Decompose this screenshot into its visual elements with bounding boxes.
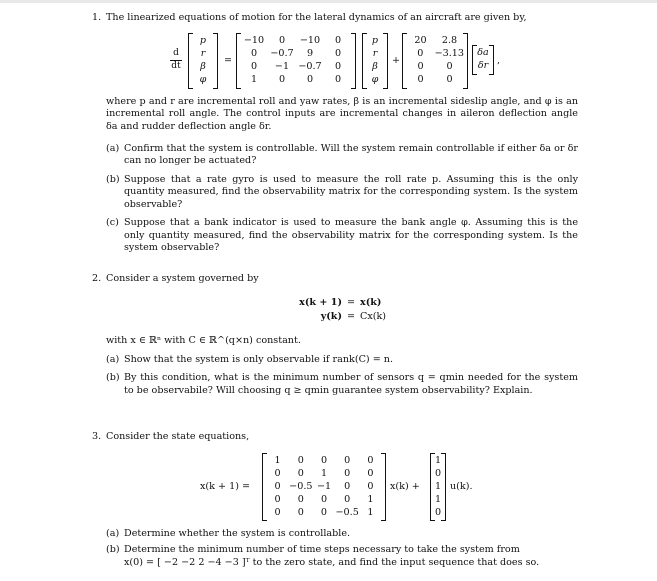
- p1-a-cell: −10: [243, 35, 265, 46]
- p1-a-row: [240, 73, 352, 86]
- p1-a-cell: 0: [250, 48, 258, 59]
- p1-input-entry: δa: [477, 47, 489, 58]
- p3-a-cell: 1: [274, 455, 281, 466]
- p3-b-entry: 1: [434, 455, 442, 466]
- p1-a-cell: 0: [334, 61, 342, 72]
- p1-state-entry: r: [200, 48, 206, 59]
- p1-b-row: [406, 73, 464, 86]
- p3-a-row: [266, 467, 382, 480]
- p3-a-cell: 0: [344, 455, 351, 466]
- p3-b-entry: 1: [434, 481, 442, 492]
- p3-a-cell: 0: [344, 494, 351, 505]
- problem-2-part-b: (b) By this condition, what is the minimum number of sensors q = qmin needed for the system to be observabile? Will choosing q ≥ qmin guarantee system observability? Explain.: [106, 372, 578, 396]
- p3-a-cell: 0: [274, 468, 281, 479]
- problem-3-intro: Consider the state equations,: [106, 431, 250, 442]
- p1-input-vector: [472, 45, 494, 75]
- problem-1-part-b: (b) Suppose that a rate gyro is used to measure the roll rate p. Assuming this is the only quantity measured, find the observability matrix for the corresponding system. Is the system observable?: [106, 173, 578, 210]
- p1-state-entry: β: [200, 61, 206, 72]
- p1-a-row: [240, 34, 352, 47]
- p1-state2-entry: φ: [371, 74, 379, 85]
- problem-2-number: 2.: [92, 273, 102, 284]
- problem-2-parts: [106, 354, 578, 397]
- p3-a-row: [266, 480, 382, 493]
- p3-a-cell: −1: [316, 481, 332, 492]
- problem-2-intro: Consider a system governed by: [106, 273, 259, 284]
- p1-a-matrix: [236, 33, 356, 89]
- problem-2-equations: x(k + 1) = x(k) y(k) = Cx(k): [299, 297, 387, 322]
- p1-a-cell: 0: [334, 74, 342, 85]
- p1-b-row: [406, 47, 464, 60]
- problem-1-part-a: (a) Confirm that the system is controllable. Will the system remain controllable if either δa or δr can no longer be actuated?: [106, 143, 578, 167]
- problem-3-part-b-cont: x(0) = [ −2 −2 2 −4 −3 ]ᵀ to the zero state, and find the input sequence that does so.: [124, 556, 540, 568]
- p1-b-cell: 0: [417, 74, 424, 85]
- problem-3-parts: [106, 528, 578, 569]
- p3-lhs: x(k + 1) =: [200, 481, 251, 492]
- plus-sign: +: [392, 55, 401, 66]
- p1-a-cell: 0: [334, 35, 342, 46]
- p1-b-cell: 0: [417, 61, 424, 72]
- p3-a-cell: 0: [274, 481, 281, 492]
- problem-3-part-b: (b) Determine the minimum number of time steps necessary to take the system from: [106, 544, 520, 556]
- p1-a-cell: 0: [334, 48, 342, 59]
- p1-state-vector-2: [362, 33, 388, 89]
- p1-state2-entry: β: [372, 61, 378, 72]
- p1-a-cell: 9: [306, 48, 314, 59]
- p3-a-cell: 0: [344, 481, 351, 492]
- p1-state-entry: φ: [199, 74, 207, 85]
- p1-b-row: [406, 60, 464, 73]
- p3-b-entry: 1: [434, 494, 442, 505]
- p1-b-cell: 0: [446, 74, 453, 85]
- p3-a-cell: 0: [274, 507, 281, 518]
- p3-b-entry: 0: [434, 507, 442, 518]
- p1-a-row: [240, 47, 352, 60]
- problem-1-number: 1.: [92, 12, 102, 23]
- problem-1-description: where p and r are incremental roll and yaw rates, β is an incremental sideslip angle, and φ is an incremental roll angle. The control inputs are incremental changes in aileron deflection angle δa and rudder deflection angle δr.: [106, 96, 578, 132]
- p3-a-cell: 1: [367, 494, 374, 505]
- p1-state2-entry: p: [371, 35, 379, 46]
- p3-a-cell: 0: [367, 481, 374, 492]
- p3-a-cell: 0: [320, 507, 327, 518]
- p3-a-cell: 0: [297, 468, 304, 479]
- p3-a-cell: −0.5: [335, 507, 359, 518]
- p1-b-cell: 0: [446, 61, 453, 72]
- p3-a-matrix: [262, 453, 386, 521]
- p1-b-cell: 0: [417, 48, 424, 59]
- p1-a-cell: 0: [306, 74, 314, 85]
- p1-b-cell: 20: [414, 35, 427, 46]
- p3-mid: x(k) +: [390, 481, 420, 492]
- top-page-edge: [0, 0, 657, 3]
- problem-1-part-c: (c) Suppose that a bank indicator is used to measure the bank angle φ. Assuming this is the only quantity measured, find the observability matrix for the corresponding system. Is the system observable?: [106, 217, 578, 254]
- problem-1-intro: The linearized equations of motion for the lateral dynamics of an aircraft are given by,: [106, 12, 527, 23]
- comma: ,: [497, 55, 501, 66]
- p1-a-cell: 1: [250, 74, 258, 85]
- p3-a-row: [266, 506, 382, 519]
- p1-state-entry: p: [199, 35, 207, 46]
- problem-1-parts: [106, 143, 578, 255]
- p3-a-cell: 0: [367, 468, 374, 479]
- derivative-operator: d dt: [171, 48, 181, 71]
- p1-b-row: [406, 34, 464, 47]
- p3-a-cell: 0: [274, 494, 281, 505]
- problem-2-part-a: (a) Show that the system is only observable if rank(C) = n.: [106, 354, 394, 365]
- p3-a-row: [266, 493, 382, 506]
- p3-b-entry: 0: [434, 468, 442, 479]
- p1-a-cell: 0: [278, 35, 286, 46]
- p1-state-vector: [188, 33, 218, 89]
- p3-a-cell: 0: [297, 455, 304, 466]
- p1-a-row: [240, 60, 352, 73]
- p3-a-cell: 1: [367, 507, 374, 518]
- problem-2-with-text: with x ∈ ℝⁿ with C ∈ ℝ^(q×n) constant.: [106, 335, 301, 346]
- p1-b-cell: −3.13: [434, 48, 464, 59]
- problem-3-part-a: (a) Determine whether the system is controllable.: [106, 528, 351, 539]
- p1-a-cell: −0.7: [270, 48, 294, 59]
- p3-a-cell: 0: [297, 494, 304, 505]
- p1-state2-entry: r: [372, 48, 378, 59]
- p1-a-cell: 0: [278, 74, 286, 85]
- p3-rhs: u(k).: [450, 481, 473, 492]
- p3-a-cell: −0.5: [289, 481, 313, 492]
- p3-a-cell: 0: [297, 507, 304, 518]
- p3-a-cell: 0: [367, 455, 374, 466]
- p1-b-matrix: [402, 33, 468, 89]
- problem-3-number: 3.: [92, 431, 102, 442]
- p1-a-cell: −0.7: [298, 61, 322, 72]
- p3-b-vector: [430, 453, 446, 521]
- equals-sign: =: [224, 55, 233, 66]
- p1-b-cell: 2.8: [441, 35, 458, 46]
- p3-a-cell: 1: [320, 468, 328, 479]
- p1-a-cell: 0: [250, 61, 258, 72]
- p3-a-row: [266, 454, 382, 467]
- p1-input-entry: δr: [477, 60, 489, 71]
- p3-a-cell: 0: [344, 468, 351, 479]
- p3-a-cell: 0: [320, 455, 328, 466]
- p3-a-cell: 0: [320, 494, 328, 505]
- p1-a-cell: −1: [274, 61, 290, 72]
- p1-a-cell: −10: [299, 35, 321, 46]
